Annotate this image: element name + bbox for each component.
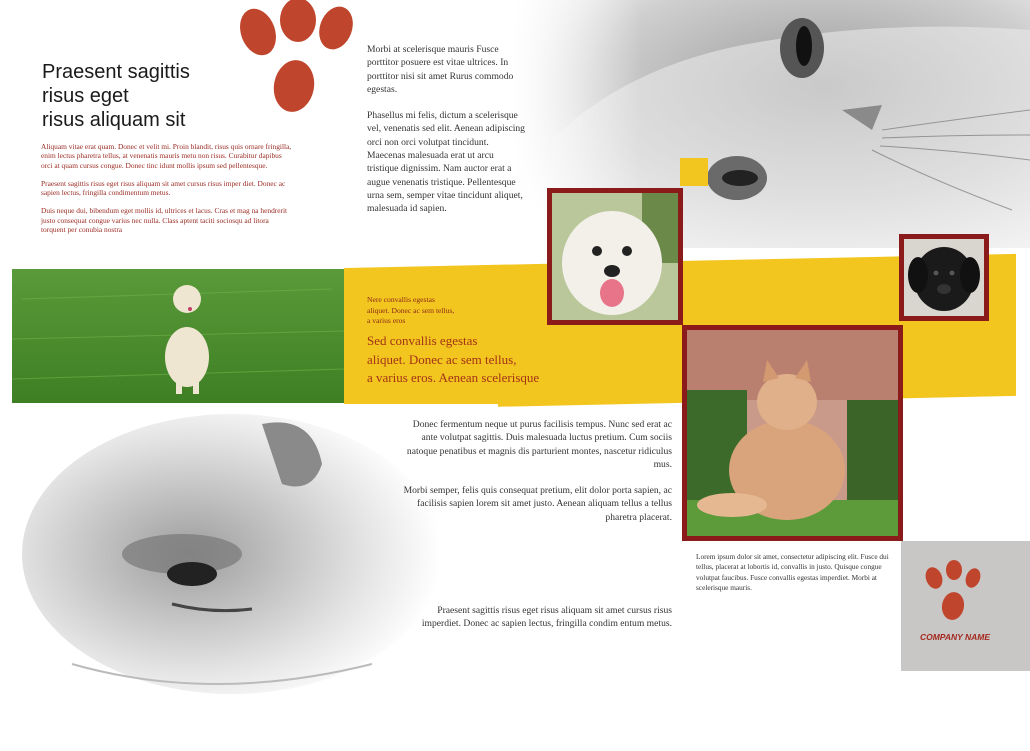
title-line: risus eget [42,85,129,107]
band-big-line: a varius eros. Aenean scelerisque [367,370,540,385]
intro-paragraph: Aliquam vitae erat quam. Donec et velit mi. Proin blandit, risus quis ornare fringilla, enim lectus pharetra tellus, at venenatis mauris metu non risus. Curabitur dapibus orci at quam cursus congue. Donec tinc idunt mollis ipsum sed pellentesque. [41,142,292,170]
title-line: Praesent sagittis [42,61,190,83]
intro-paragraph: Praesent sagittis risus eget risus aliquam sit amet cursus risus imper diet. Donec ac sapien lectus, fringilla condimentum metus. [41,178,286,198]
intro-paragraph: Duis neque dui, bibendum eget mollis id, ultrices et lacus. Cras et mag na hendrerit justo consequat congue varius nec nulla. Class aptent taciti sociosqu ad litora torquent per conubia nostra [41,206,288,235]
white-dog-image [552,193,678,320]
band-small-line: a varius eros [367,316,406,326]
band-caption-small [367,295,507,327]
body-paragraph: Morbi semper, felis quis consequat pretium, elit dolor porta sapien, ac facilisis sapien lorem sit amet justo. Aenean aliquam tellus a tellus pharetra placerat. [403,485,672,523]
body-paragraph: Phasellus mi felis, dictum a scelerisque vel, venenatis sed elit. Aenean adipiscing orci non orci volutpat tincidunt. Maecenas malesuada erat ut arcu tristique dignissim. Nam auctor erat a augue venenatis tristique. Pellentesque urna sem, semper vitae tincidunt aliquet, malesuada id sapien. [367,110,525,215]
company-name: COMPANY NAME [919,632,991,642]
intro-copy [41,142,293,243]
page-title [42,60,302,132]
decorative-yellow-square [680,158,708,186]
long-haired-cat-image [687,330,898,536]
middle-column-copy [367,43,527,229]
band-big-line: Sed convallis egestas [367,333,478,348]
body-paragraph: Donec fermentum neque ut purus facilisis tempus. Nunc sed erat ac ante volutpat sagittis. Duis malesuada luctus pretium. Cum sociis natoque penatibus et magnis dis parturient montes, nascetur ridiculus mus. [406,419,672,470]
company-paw-icon [924,560,984,624]
labrador-on-grass-image [12,269,344,403]
band-big-line: aliquet. Donec ac sem tellus, [367,351,517,367]
black-puppy-photo [899,234,989,321]
band-small-line: aliquet. Donec ac sem tellus, [367,305,455,315]
white-dog-photo [547,188,683,325]
black-puppy-image [904,239,984,316]
body-copy-bottom: Praesent sagittis risus eget risus aliquam sit amet cursus risus imperdiet. Donec ac sapien lectus, fringilla condim entum metus. [421,605,672,630]
long-haired-cat-photo [682,325,903,541]
caption-copy: Lorem ipsum dolor sit amet, consectetur adipiscing elit. Fusce dui tellus, placerat at lobortis id, convallis in justo. Quisque congue volutpat faucibus. Fusce convallis egestas imperdiet. Morbi at scelerisque mauris. [696,552,889,592]
band-callout [367,332,607,388]
body-paragraph: Morbi at scelerisque mauris Fusce porttitor posuere est vitae ultrices. In porttitor nisi sit amet Rurus commodo egestas. [367,44,514,95]
body-copy-right [398,418,672,537]
band-small-line: Nere convallis egestas [367,295,435,304]
title-line: risus aliquam sit [42,109,186,131]
